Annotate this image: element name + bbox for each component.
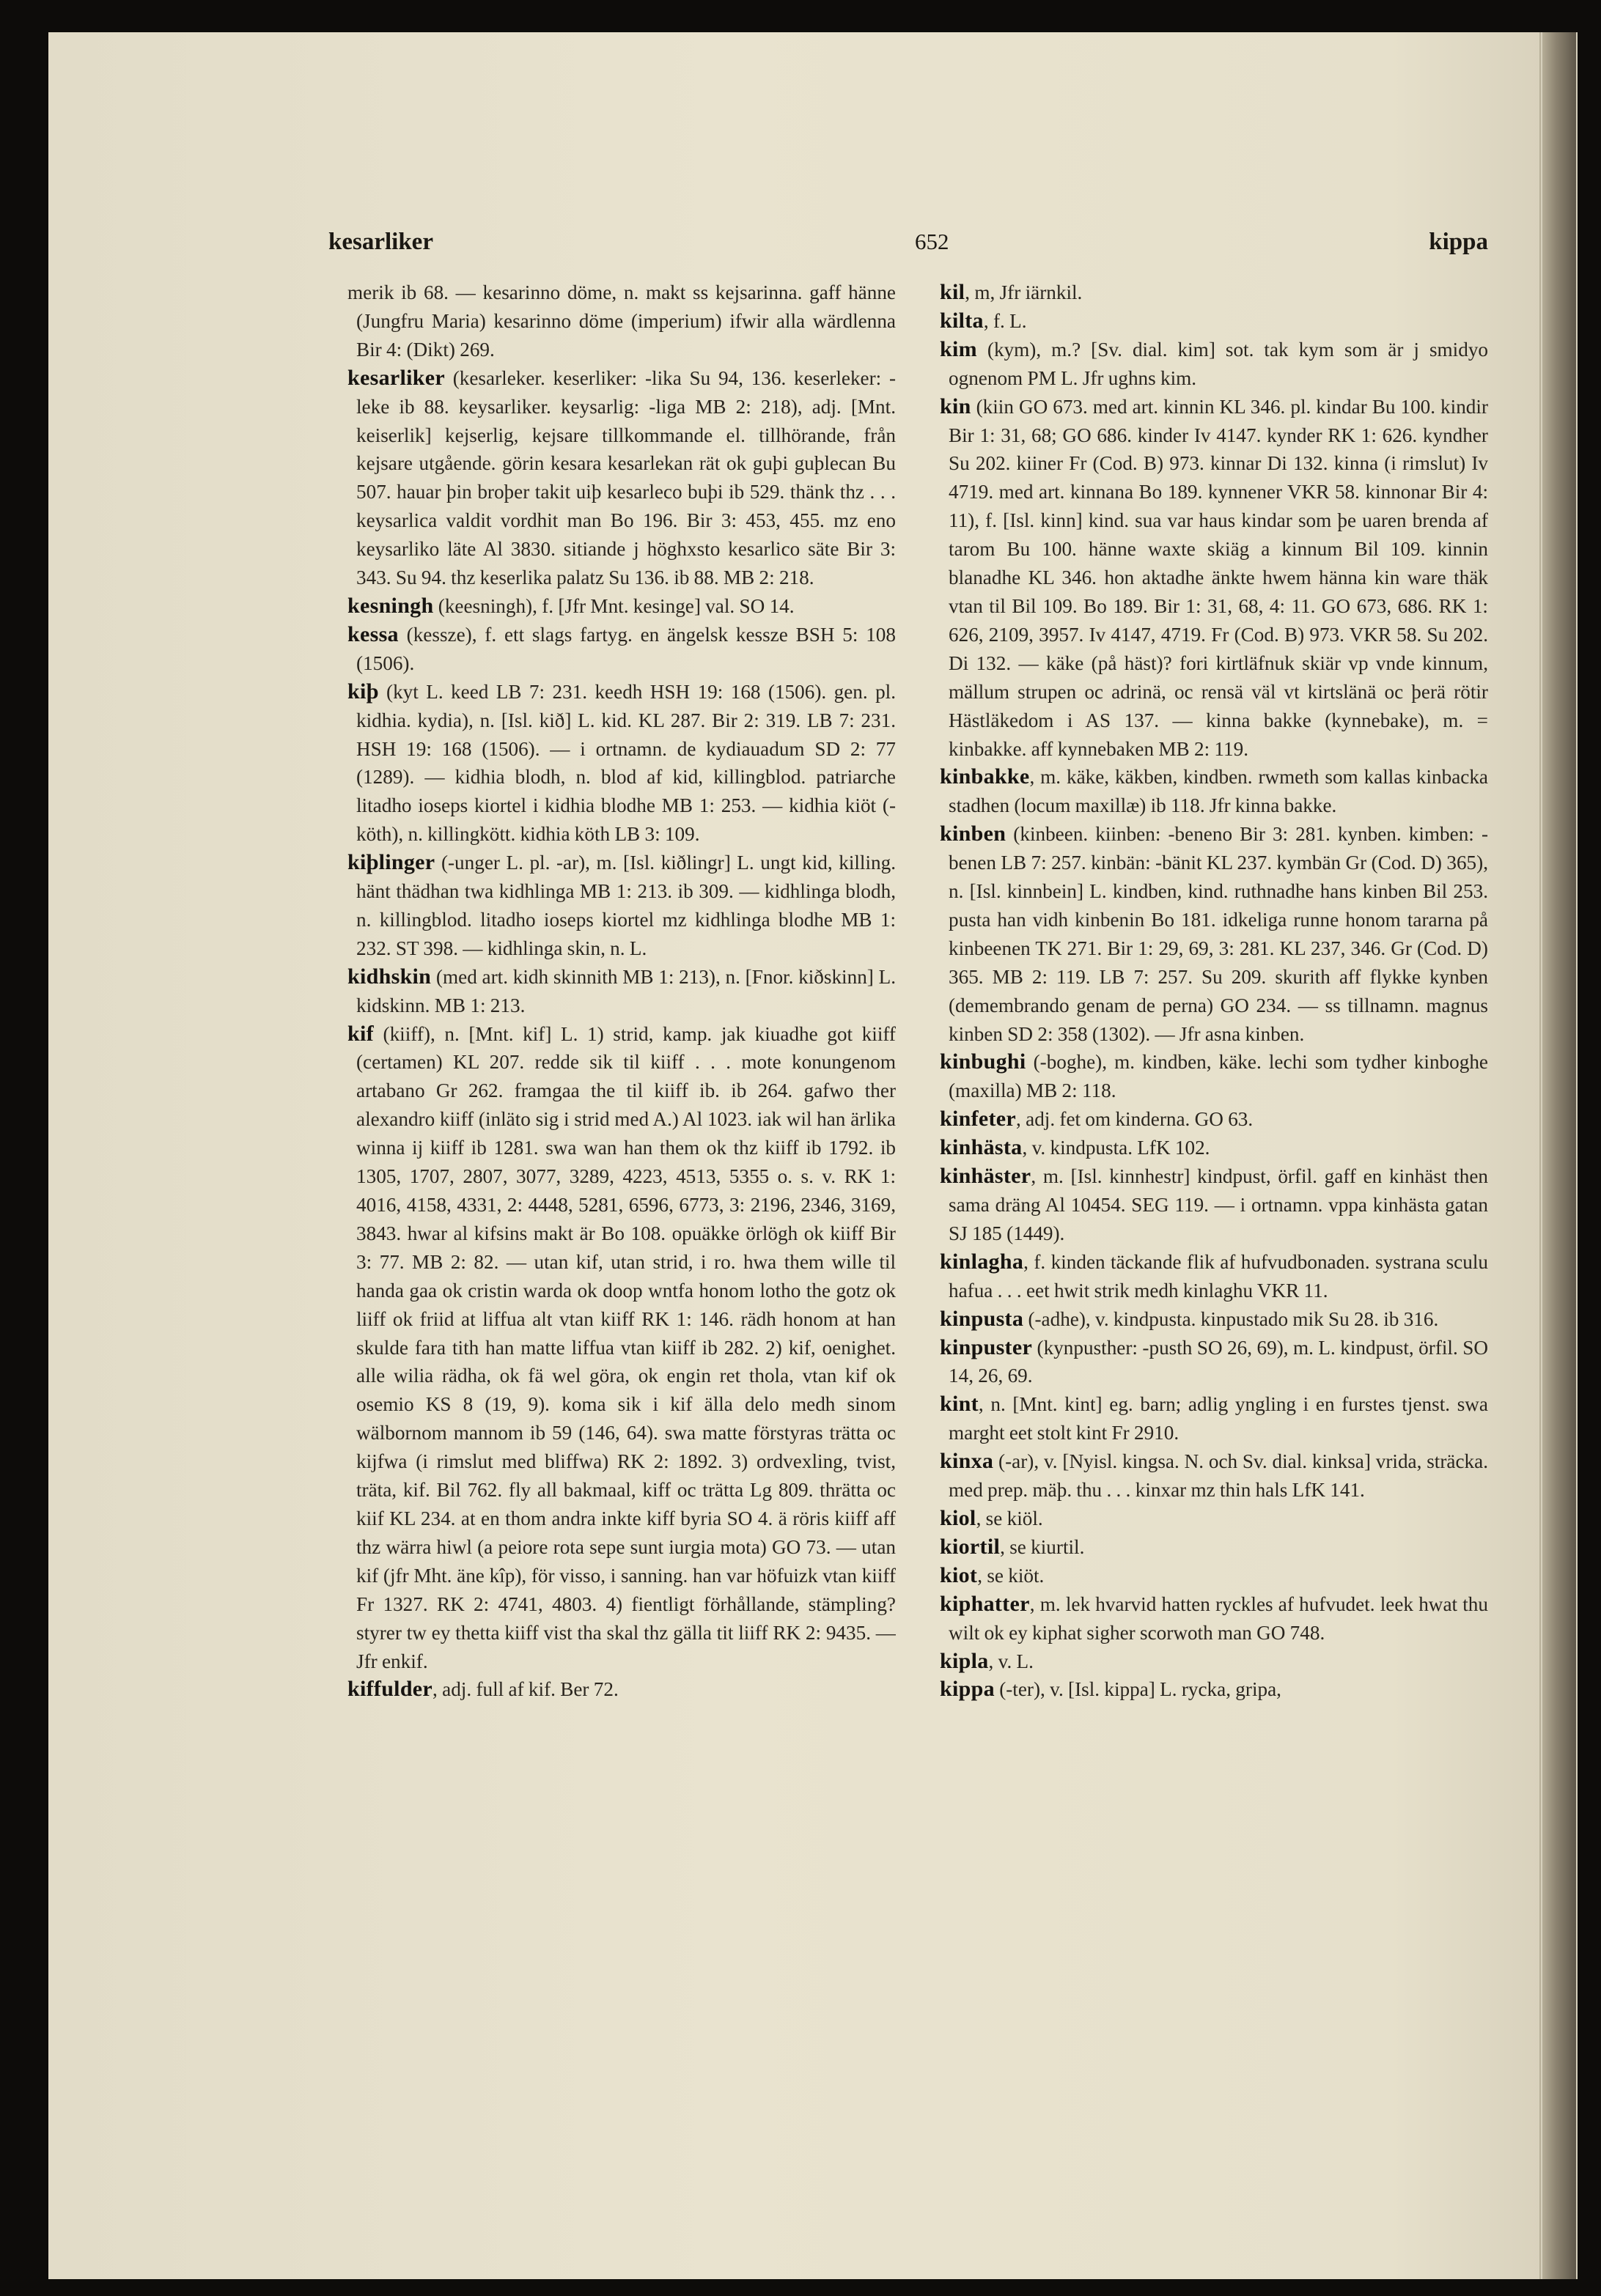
dictionary-entry <box>940 336 1488 393</box>
entry-text: , se kiurtil. <box>1000 1535 1085 1558</box>
page-number: 652 <box>915 229 949 254</box>
entry-text: , m. [Isl. kinnhestr] kindpust, örfil. gaff en kinhäst then sama dräng Al 10454. SEG 119. — i ortnamn. vppa kinhästa gatan SJ 185 (1449). <box>949 1165 1488 1244</box>
dictionary-entry <box>940 1134 1488 1162</box>
entry-text: (kym), m.? [Sv. dial. kim] sot. tak kym som är j smidyo ognenom PM L. Jfr ughns kim. <box>949 338 1488 389</box>
entry-headword: kinpusta <box>940 1306 1024 1331</box>
entry-headword: kiphatter <box>940 1591 1030 1616</box>
entry-headword: kinfeter <box>940 1107 1017 1132</box>
dictionary-entry <box>347 592 896 621</box>
entry-text: , v. L. <box>988 1650 1034 1672</box>
entry-text: (-ar), v. [Nyisl. kingsa. N. och Sv. dial. kinksa] vrida, sträcka. med prep. mäþ. thu . . . kinxar mz thin hals LfK 141. <box>949 1450 1488 1502</box>
entry-headword: kiþ <box>347 679 379 704</box>
entry-text: (med art. kidh skinnith MB 1: 213), n. [Fnor. kiðskinn] L. kidskinn. MB 1: 213. <box>356 965 896 1016</box>
dictionary-page <box>48 32 1541 2279</box>
entry-headword: kiol <box>940 1505 976 1530</box>
entry-text: , f. kinden täckande flik af hufvudbonaden. systrana sculu hafua . . . eet hwit strik medh kinlaghu VKR 11. <box>949 1250 1488 1302</box>
entry-headword: kippa <box>940 1677 995 1702</box>
entry-text: , m, Jfr iärnkil. <box>965 281 1083 303</box>
dictionary-entry <box>940 1505 1488 1533</box>
dictionary-entry <box>940 393 1488 764</box>
entry-text: , m. käke, käkben, kindben. rwmeth som kallas kinbacka stadhen (locum maxillæ) ib 118. Jfr kinna bakke. <box>949 766 1488 817</box>
entry-headword: kinlagha <box>940 1249 1024 1274</box>
entry-text: , se kiöl. <box>976 1507 1043 1529</box>
entry-text: (-ter), v. [Isl. kippa] L. rycka, gripa, <box>999 1678 1281 1701</box>
entry-headword: kilta <box>940 308 984 333</box>
right-column <box>940 278 1488 2228</box>
dictionary-entry <box>940 1533 1488 1562</box>
entry-headword: kif <box>347 1021 374 1046</box>
entry-headword: kinbakke <box>940 764 1030 789</box>
dictionary-entry <box>347 963 896 1020</box>
right-running-headword: kippa <box>1429 229 1488 255</box>
entry-text: , n. [Mnt. kint] eg. barn; adlig yngling i en furstes tjenst. swa marght eet stolt kint Fr 2910. <box>949 1393 1488 1444</box>
entry-headword: kinben <box>940 822 1006 846</box>
entry-headword: kinpuster <box>940 1335 1033 1359</box>
dictionary-entry <box>940 763 1488 820</box>
dictionary-entry <box>940 1675 1488 1704</box>
entry-text: , adj. fet om kinderna. GO 63. <box>1016 1108 1254 1131</box>
dictionary-entry <box>940 1447 1488 1505</box>
entry-headword: kidhskin <box>347 964 432 989</box>
entry-text: (kynpusther: -pusth SO 26, 69), m. L. kindpust, örfil. SO 14, 26, 69. <box>949 1336 1488 1387</box>
dictionary-entry <box>347 1020 896 1676</box>
entry-text: (kyt L. keed LB 7: 231. keedh HSH 19: 168 (1506). gen. pl. kidhia. kydia), n. [Isl. kið] L. kid. KL 287. Bir 2: 319. LB 7: 231. HSH 19: 168 (1506). — i ortnamn. de kydiauadum SD 2: 77 (1289). — kidhia blodh, n. blod af kid, killingblod. patriarche litadho ioseps kiortel i kidhia blodhe MB 1: 253. — kidhia kiöt (-köth), n. killingkött. kidhia köth LB 3: 109. <box>356 680 896 846</box>
dictionary-entry <box>940 1248 1488 1305</box>
entry-headword: kim <box>940 336 977 361</box>
left-column <box>347 278 896 2228</box>
entry-headword: kesarliker <box>347 365 445 390</box>
entry-headword: kil <box>940 280 965 304</box>
dictionary-entry <box>940 1590 1488 1647</box>
entry-headword: kiþlinger <box>347 850 435 875</box>
page-edge-shadow <box>1542 32 1576 2279</box>
entry-text: , m. lek hvarvid hatten ryckles af hufvudet. leek hwat thu wilt ok ey kiphat sigher scorwoth man GO 748. <box>949 1592 1488 1644</box>
dictionary-entry <box>940 1390 1488 1447</box>
entry-text: (-boghe), m. kindben, käke. lechi som tydher kinboghe (maxilla) MB 2: 118. <box>949 1051 1488 1102</box>
entry-headword: kinhäster <box>940 1164 1031 1189</box>
left-running-headword: kesarliker <box>328 229 433 255</box>
dictionary-entry <box>347 278 896 364</box>
dictionary-entry <box>347 678 896 849</box>
dictionary-entry <box>940 278 1488 307</box>
entry-text: , v. kindpusta. LfK 102. <box>1022 1137 1210 1159</box>
dictionary-entry <box>940 1305 1488 1334</box>
entry-headword: kinxa <box>940 1449 994 1474</box>
dictionary-entry <box>940 1048 1488 1105</box>
entry-headword: kiot <box>940 1562 978 1587</box>
dictionary-entry <box>347 621 896 678</box>
entry-headword: kinhästa <box>940 1135 1023 1160</box>
scanned-sheet <box>48 32 1578 2279</box>
entry-headword: kiortil <box>940 1534 1001 1559</box>
dictionary-entry <box>347 849 896 963</box>
entry-headword: kipla <box>940 1648 989 1673</box>
entry-headword: kesningh <box>347 593 434 618</box>
entry-headword: kint <box>940 1392 979 1417</box>
entry-text: , se kiöt. <box>977 1564 1045 1587</box>
entry-text: merik ib 68. — kesarinno döme, n. makt ss kejsarinna. gaff hänne (Jungfru Maria) kesarinno döme (imperium) ifwir alla wärdlenna Bir 4: (Dikt) 269. <box>347 281 896 361</box>
entry-text: (kinbeen. kiinben: -beneno Bir 3: 281. kynben. kimben: -benen LB 7: 257. kinbän: -bänit KL 237. kymbän Gr (Cod. D) 365), n. [Isl. kinnbein] L. kindben, kind. ruthnadhe hans kinben Bil 253. pusta han vidh kinbenin Bo 181. idkeliga runne honom tararna på kinbeenen TK 271. Bir 1: 29, 69, 3: 281. KL 237, 346. Gr (Cod. D) 365. MB 2: 119. LB 7: 257. Su 209. skurith aff flykke kynben (demembrando genam de perna) GO 234. — ss tillnamn. magnus kinben SD 2: 358 (1302). — Jfr asna kinben. <box>949 823 1488 1045</box>
entry-text: (kiiff), n. [Mnt. kif] L. 1) strid, kamp. jak kiuadhe got kiiff (certamen) KL 207. redde sik til kiiff . . . mote konungenom artabano Gr 262. framgaa the til kiiff ib. ib 264. gafwo ther alexandro kiiff (inläto sig i strid med A.) Al 1023. iak wil han ärlika winna ij kiiff ib 1281. swa wan han them ok thz kiiff ib 1792. ib 1305, 1707, 2807, 3077, 3289, 4223, 4513, 5355 o. s. v. RK 1: 4016, 4158, 4331, 2: 4448, 5281, 6596, 6773, 3: 2196, 2346, 3169, 3843. hwar al kifsins makt är Bo 108. opuäkke örlögh ok kiiff Bir 3: 77. MB 2: 82. — utan kif, utan strid, i ro. hwa them wille til handa gaa ok cristin warda ok doop wntfa honom lotho the gotz ok liiff ok friid at liffua alt vtan kiiff RK 1: 146. rädh honom at han skulde fara tith han matte liffua vtan kiiff ib 282. 2) kif, oenighet. alle wilia rädha, ok fä wel göra, ok engin ret thola, vtan kif ok osemio KS 8 (19, 9). koma sik i kif älla delo medh sinom wälbornom mannom ib 59 (146, 64). swa matte förstyras trätta oc kijfwa (i rimslut med bliffwa) RK 2: 1892. 3) ordvexling, tvist, träta, kif. Bil 762. fly all bakmaal, kiff oc trätta Lg 809. thrätta oc kiif KL 234. at en thom andra inkte kiff byria SO 4. ä röris kiiff aff thz wärra hiwl (a peiore rota sepe sunt iurgia mota) GO 73. — utan kif (jfr Mht. äne kîp), för visso, i sanning. han var höfuizk vtan kiiff Fr 1327. RK 2: 4741, 4803. 4) fientligt förhållande, stämpling? styrer tw ey thetta kiiff vist tha skal thz gälla tit liiff RK 2: 9435. — Jfr enkif. <box>356 1022 896 1672</box>
page-header <box>328 229 1488 262</box>
entry-text: (kiin GO 673. med art. kinnin KL 346. pl. kindar Bu 100. kindir Bir 1: 31, 68; GO 686. kinder Iv 4147. kynder RK 1: 626. kyndher Su 202. kiiner Fr (Cod. B) 973. kinnar Di 132. kinna (i rimslut) Iv 4719. med art. kinnana Bo 189. kynnener VKR 58. kinnonar Bir 4: 11), f. [Isl. kinn] kind. sua var haus kindar som þe uaren brenda af tarom Bu 100. hänne waxte skiäg a kinnum Bil 109. kinnin blanadhe KL 346. hon aktadhe änkte hwem hänna kin ware thäk vtan til Bil 109. Bo 189. Bir 1: 31, 68, 4: 11. GO 673, 686. RK 1: 626, 2109, 3957. Iv 4147, 4719. Fr (Cod. B) 973. VKR 58. Su 202. Di 132. — käke (på häst)? fori kirtläfnuk skiär vp vnde kinnum, mällum strupen oc adrinä, oc rensä väl vt kirtslänä oc þerä rötir Hästläkedom i AS 137. — kinna bakke (kynnebake), m. = kinbakke. aff kynnebaken MB 2: 119. <box>949 395 1488 760</box>
entry-headword: kessa <box>347 621 399 646</box>
entry-headword: kiffulder <box>347 1677 433 1702</box>
entry-headword: kin <box>940 394 971 418</box>
dictionary-entry <box>940 1162 1488 1248</box>
dictionary-entry <box>940 1334 1488 1391</box>
entry-text: , f. L. <box>983 309 1027 332</box>
dictionary-entry <box>940 307 1488 336</box>
dictionary-entry <box>940 1105 1488 1134</box>
dictionary-entry <box>940 820 1488 1048</box>
entry-text: (kessze), f. ett slags fartyg. en ängelsk kessze BSH 5: 108 (1506). <box>356 623 896 674</box>
entry-headword: kinbughi <box>940 1049 1026 1074</box>
entry-text: , adj. full af kif. Ber 72. <box>433 1678 619 1701</box>
dictionary-entry <box>940 1647 1488 1676</box>
dictionary-entry <box>347 1675 896 1704</box>
entry-text: (kesarleker. keserliker: -lika Su 94, 136. keserleker: -leke ib 88. keysarliker. keysarlig: -liga MB 2: 218), adj. [Mnt. keiserlik] kejserlig, kejsare tillkommande el. tillhörande, från kejsare utgående. görin kesara kesarlekan rät ok guþi guþlecan Bu 507. hauar þin broþer takit uiþ kesarleco buþi ib 529. thänk thz . . . keysarlica valdit vordhit man Bo 196. Bir 3: 453, 455. mz eno keysarliko läte Al 3830. sitiande j höghxsto kesarlico säte Bir 3: 343. Su 94. thz keserlika palatz Su 136. ib 88. MB 2: 218. <box>356 366 896 589</box>
dictionary-entry <box>347 364 896 592</box>
dictionary-entry <box>940 1562 1488 1590</box>
entry-text: (-adhe), v. kindpusta. kinpustado mik Su 28. ib 316. <box>1028 1307 1439 1330</box>
entry-text: (-unger L. pl. -ar), m. [Isl. kiðlingr] L. ungt kid, killing. hänt thädhan twa kidhlinga MB 1: 213. ib 309. — kidhlinga blodh, n. killingblod. litadho ioseps kiortel mz kidhlinga blodhe MB 1: 232. ST 398. — kidhlinga skin, n. L. <box>356 852 896 959</box>
entry-text: (keesningh), f. [Jfr Mnt. kesinge] val. SO 14. <box>438 594 795 617</box>
